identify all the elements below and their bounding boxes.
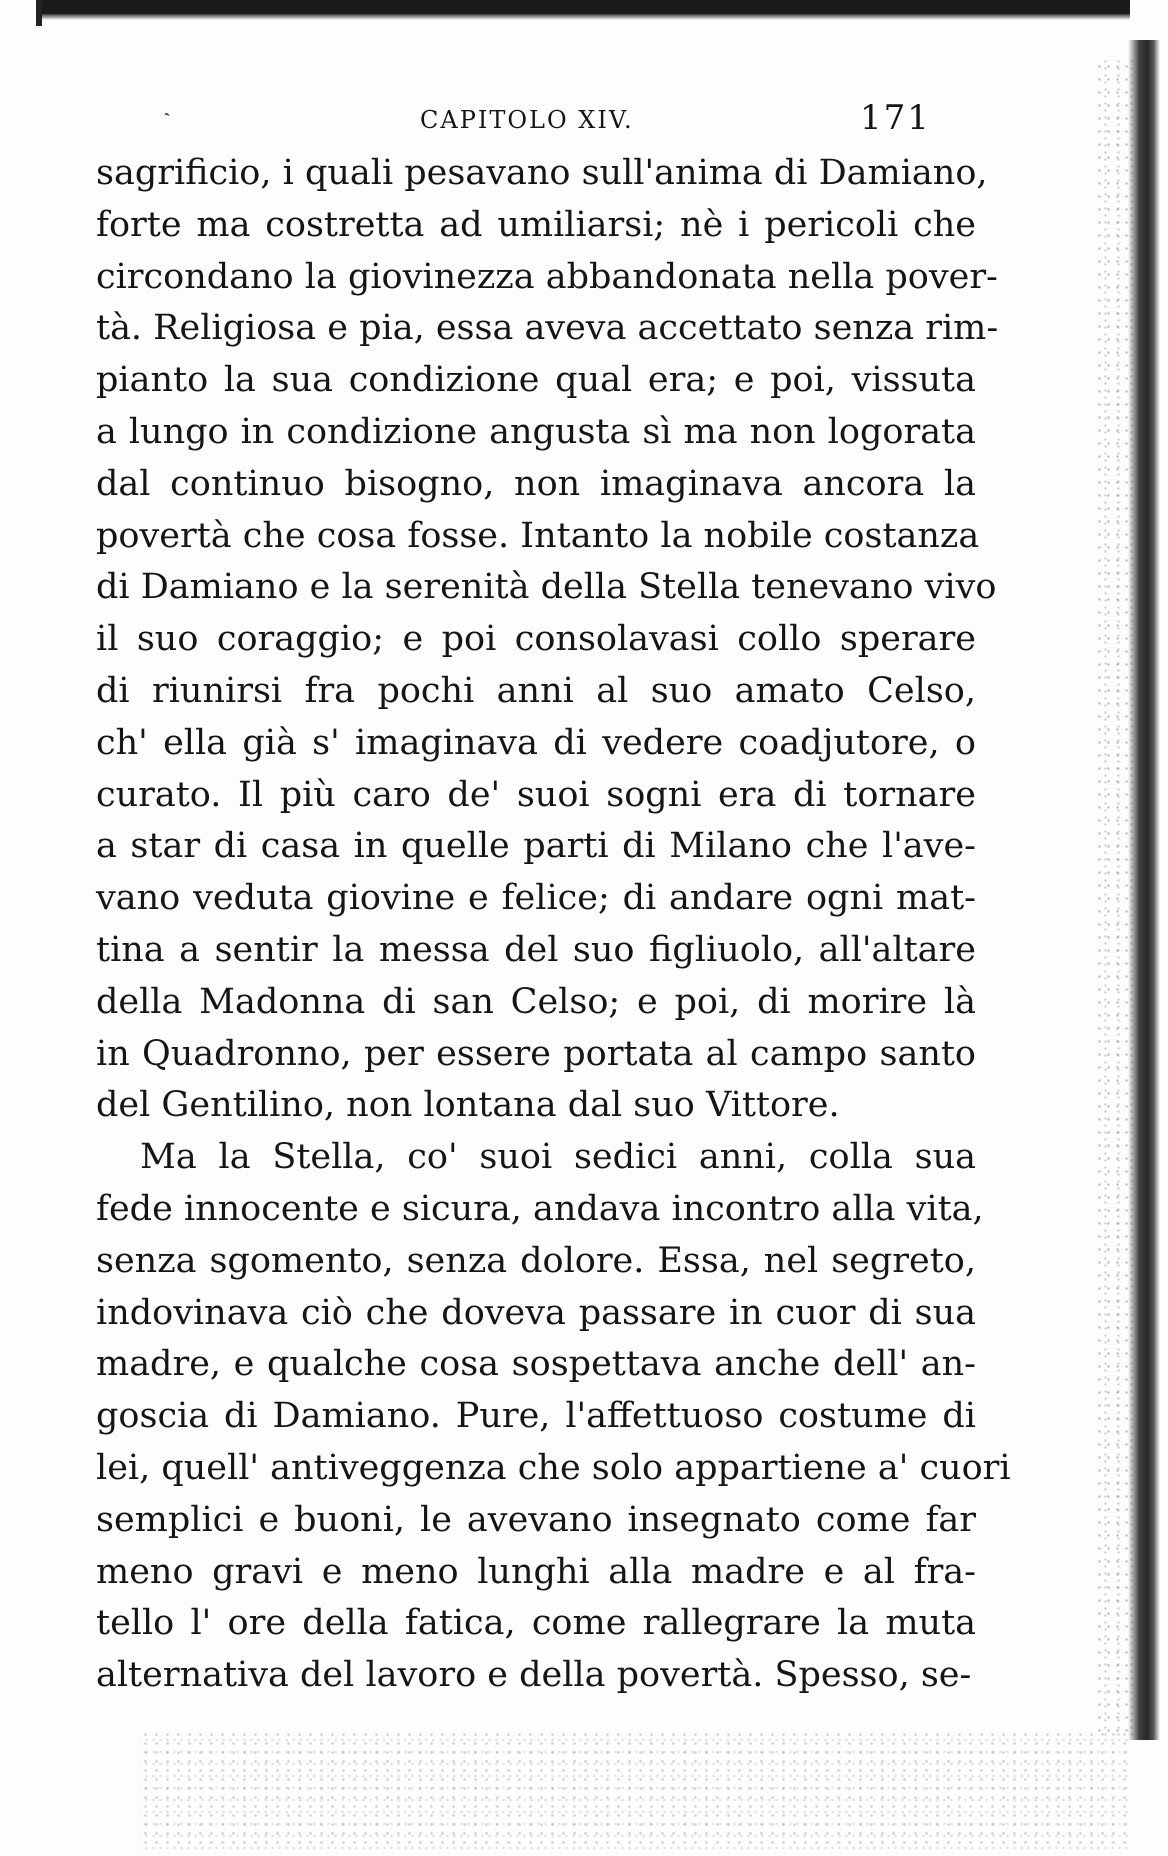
text-line: vano veduta giovine e felice; di andare ogni mat- [96, 878, 976, 919]
text-line: fede innocente e sicura, andava incontro alla vita, [96, 1188, 984, 1229]
page-number: 171 [860, 98, 931, 138]
text-line: Ma la Stella, co' suoi sedici anni, colla sua [140, 1137, 976, 1178]
text-line: in Quadronno, per essere portata al campo santo [96, 1033, 976, 1074]
text-line: di riunirsi fra pochi anni al suo amato Celso, [96, 670, 976, 711]
text-line: lei, quell' antiveggenza che solo appartiene a' cuori [96, 1447, 1011, 1488]
text-line: della Madonna di san Celso; e poi, di morire là [96, 981, 976, 1022]
text-line: a lungo in condizione angusta sì ma non logorata [96, 411, 976, 452]
body-text [96, 148, 1011, 1702]
text-line: semplici e buoni, le avevano insegnato come far [96, 1499, 976, 1540]
text-line: goscia di Damiano. Pure, l'affettuoso costume di [96, 1396, 976, 1437]
text-line: forte ma costretta ad umiliarsi; nè i pericoli che [96, 204, 976, 245]
text-line: circondano la giovinezza abbandonata nella pover- [96, 256, 998, 297]
text-line: di Damiano e la serenità della Stella tenevano vivo [96, 567, 997, 608]
text-line: alternativa del lavoro e della povertà. Spesso, se- [96, 1655, 972, 1696]
left-scan-edge [36, 0, 42, 26]
text-line: povertà che cosa fosse. Intanto la nobile costanza [96, 515, 980, 556]
text-line: senza sgomento, senza dolore. Essa, nel segreto, [96, 1240, 976, 1281]
text-line: madre, e qualche cosa sospettava anche dell' an- [96, 1344, 976, 1385]
text-line: dal continuo bisogno, non imaginava ancora la [96, 463, 976, 504]
text-line: il suo coraggio; e poi consolavasi collo sperare [96, 619, 976, 660]
text-line: a star di casa in quelle parti di Milano che l'ave- [96, 826, 976, 867]
text-line: meno gravi e meno lunghi alla madre e al fra- [96, 1551, 976, 1592]
right-edge-speckle [1095, 60, 1133, 1740]
paragraph-2 [96, 1132, 1011, 1702]
text-line: sagrificio, i quali pesavano sull'anima di Damiano, [96, 153, 988, 193]
text-line: tello l' ore della fatica, come rallegrare la muta [96, 1603, 976, 1644]
text-line: del Gentilino, non lontana dal suo Vittore. [96, 1085, 840, 1126]
top-scan-border [40, 0, 1130, 14]
text-line: tina a sentir la messa del suo figliuolo, all'altare [96, 929, 976, 970]
top-scan-shadow [40, 14, 1130, 20]
text-line: tà. Religiosa e pia, essa aveva accettato senza rim- [96, 308, 999, 349]
text-line: pianto la sua condizione qual era; e poi, vissuta [96, 360, 976, 401]
bottom-edge-speckle [140, 1730, 1130, 1850]
text-line: curato. Il più caro de' suoi sogni era di tornare [96, 774, 976, 815]
paragraph-1 [96, 148, 999, 1132]
text-line: ch' ella già s' imaginava di vedere coadjutore, o [96, 722, 976, 763]
chapter-title: CAPITOLO XIV. [420, 106, 634, 134]
text-line: indovinava ciò che doveva passare in cuor di sua [96, 1292, 976, 1333]
running-head [0, 92, 1000, 138]
ink-mark: ˎ [156, 92, 172, 119]
